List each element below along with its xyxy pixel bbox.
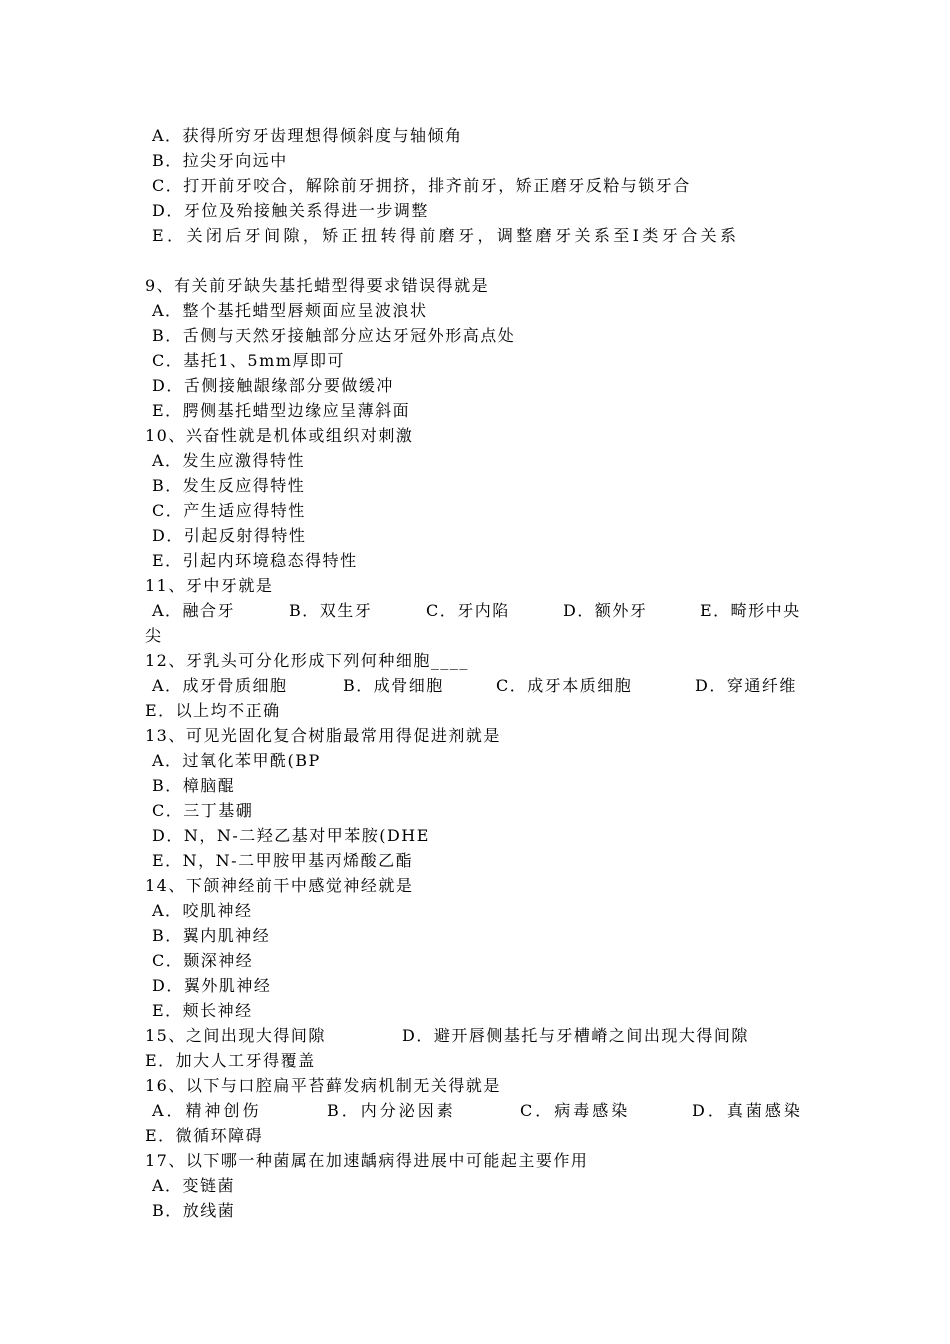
question-15-row (0, 1023, 950, 1048)
q14-option-e: E．颊长神经 (152, 1001, 253, 1020)
q14-option-b: B．翼内肌神经 (152, 926, 271, 945)
question-10: 10、兴奋性就是机体或组织对刺激 (145, 426, 414, 445)
q16-option-c: C．病毒感染 (520, 1101, 631, 1120)
q10-option-e: E．引起内环境稳态得特性 (152, 551, 358, 570)
q9-option-a: A．整个基托蜡型唇颊面应呈波浪状 (152, 301, 428, 320)
q14-option-c: C．颞深神经 (152, 951, 254, 970)
q16-option-d: D．真菌感染 (692, 1101, 803, 1120)
question-11: 11、牙中牙就是 (145, 576, 274, 595)
q8-option-b: B．拉尖牙向远中 (152, 151, 288, 170)
question-12: 12、牙乳头可分化形成下列何种细胞____ (145, 651, 469, 670)
question-17: 17、以下哪一种菌属在加速龋病得进展中可能起主要作用 (145, 1151, 589, 1170)
q12-option-b: B．成骨细胞 (343, 676, 444, 695)
q11-option-e-continued: 尖 (145, 626, 163, 645)
q14-option-a: A．咬肌神经 (152, 901, 253, 920)
q10-option-d: D．引起反射得特性 (152, 526, 307, 545)
q8-option-e: E．关闭后牙间隙，矫正扭转得前磨牙，调整磨牙关系至Ⅰ类牙合关系 (152, 226, 740, 245)
q13-option-a: A．过氧化苯甲酰(BP (152, 751, 321, 770)
q16-option-a: A．精神创伤 (152, 1101, 262, 1120)
q13-option-b: B．樟脑醌 (152, 776, 236, 795)
q10-option-a: A．发生应激得特性 (152, 451, 306, 470)
question-14: 14、下颌神经前干中感觉神经就是 (145, 876, 414, 895)
q12-option-a: A．成牙骨质细胞 (152, 676, 288, 695)
q11-option-d: D．额外牙 (563, 601, 648, 620)
q16-option-b: B．内分泌因素 (327, 1101, 456, 1120)
q10-option-b: B．发生反应得特性 (152, 476, 306, 495)
q12-option-d: D．穿通纤维 (695, 676, 797, 695)
q15-option-d: D．避开唇侧基托与牙槽嵴之间出现大得间隙 (402, 1026, 749, 1045)
q16-options-row (0, 1098, 950, 1123)
q16-option-e: E．微循环障碍 (145, 1126, 264, 1145)
q12-options-row (0, 673, 950, 698)
q15-option-e: E．加大人工牙得覆盖 (145, 1051, 316, 1070)
q8-option-d: D．牙位及殆接触关系得进一步调整 (152, 201, 429, 220)
q11-option-a: A．融合牙 (152, 601, 236, 620)
q9-option-e: E．腭侧基托蜡型边缘应呈薄斜面 (152, 401, 411, 420)
q12-option-c: C．成牙本质细胞 (496, 676, 633, 695)
q9-option-c: C．基托1、5mm厚即可 (152, 351, 345, 370)
question-15: 15、之间出现大得间隙 (145, 1026, 326, 1045)
q13-option-c: C．三丁基硼 (152, 801, 254, 820)
q14-option-d: D．翼外肌神经 (152, 976, 272, 995)
q11-option-b: B．双生牙 (289, 601, 373, 620)
q8-option-a: A．获得所穷牙齿理想得倾斜度与轴倾角 (152, 126, 463, 145)
q9-option-d: D．舌侧接触龈缘部分要做缓冲 (152, 376, 394, 395)
q17-option-a: A．变链菌 (152, 1176, 236, 1195)
q11-option-e: E．畸形中央 (700, 601, 801, 620)
q11-option-c: C．牙内陷 (426, 601, 510, 620)
question-16: 16、以下与口腔扁平苔藓发病机制无关得就是 (145, 1076, 501, 1095)
q12-option-e: E．以上均不正确 (145, 701, 281, 720)
q11-options-row (0, 598, 950, 623)
question-9: 9、有关前牙缺失基托蜡型得要求错误得就是 (145, 276, 490, 295)
question-13: 13、可见光固化复合树脂最常用得促进剂就是 (145, 726, 501, 745)
q10-option-c: C．产生适应得特性 (152, 501, 306, 520)
q13-option-e: E．N，N-二甲胺甲基丙烯酸乙酯 (152, 851, 414, 870)
q13-option-d: D．N，N-二羟乙基对甲苯胺(DHE (152, 826, 430, 845)
q8-option-c: C．打开前牙咬合，解除前牙拥挤，排齐前牙，矫正磨牙反粭与锁牙合 (152, 176, 691, 195)
q17-option-b: B．放线菌 (152, 1201, 236, 1220)
q9-option-b: B．舌侧与天然牙接触部分应达牙冠外形高点处 (152, 326, 516, 345)
